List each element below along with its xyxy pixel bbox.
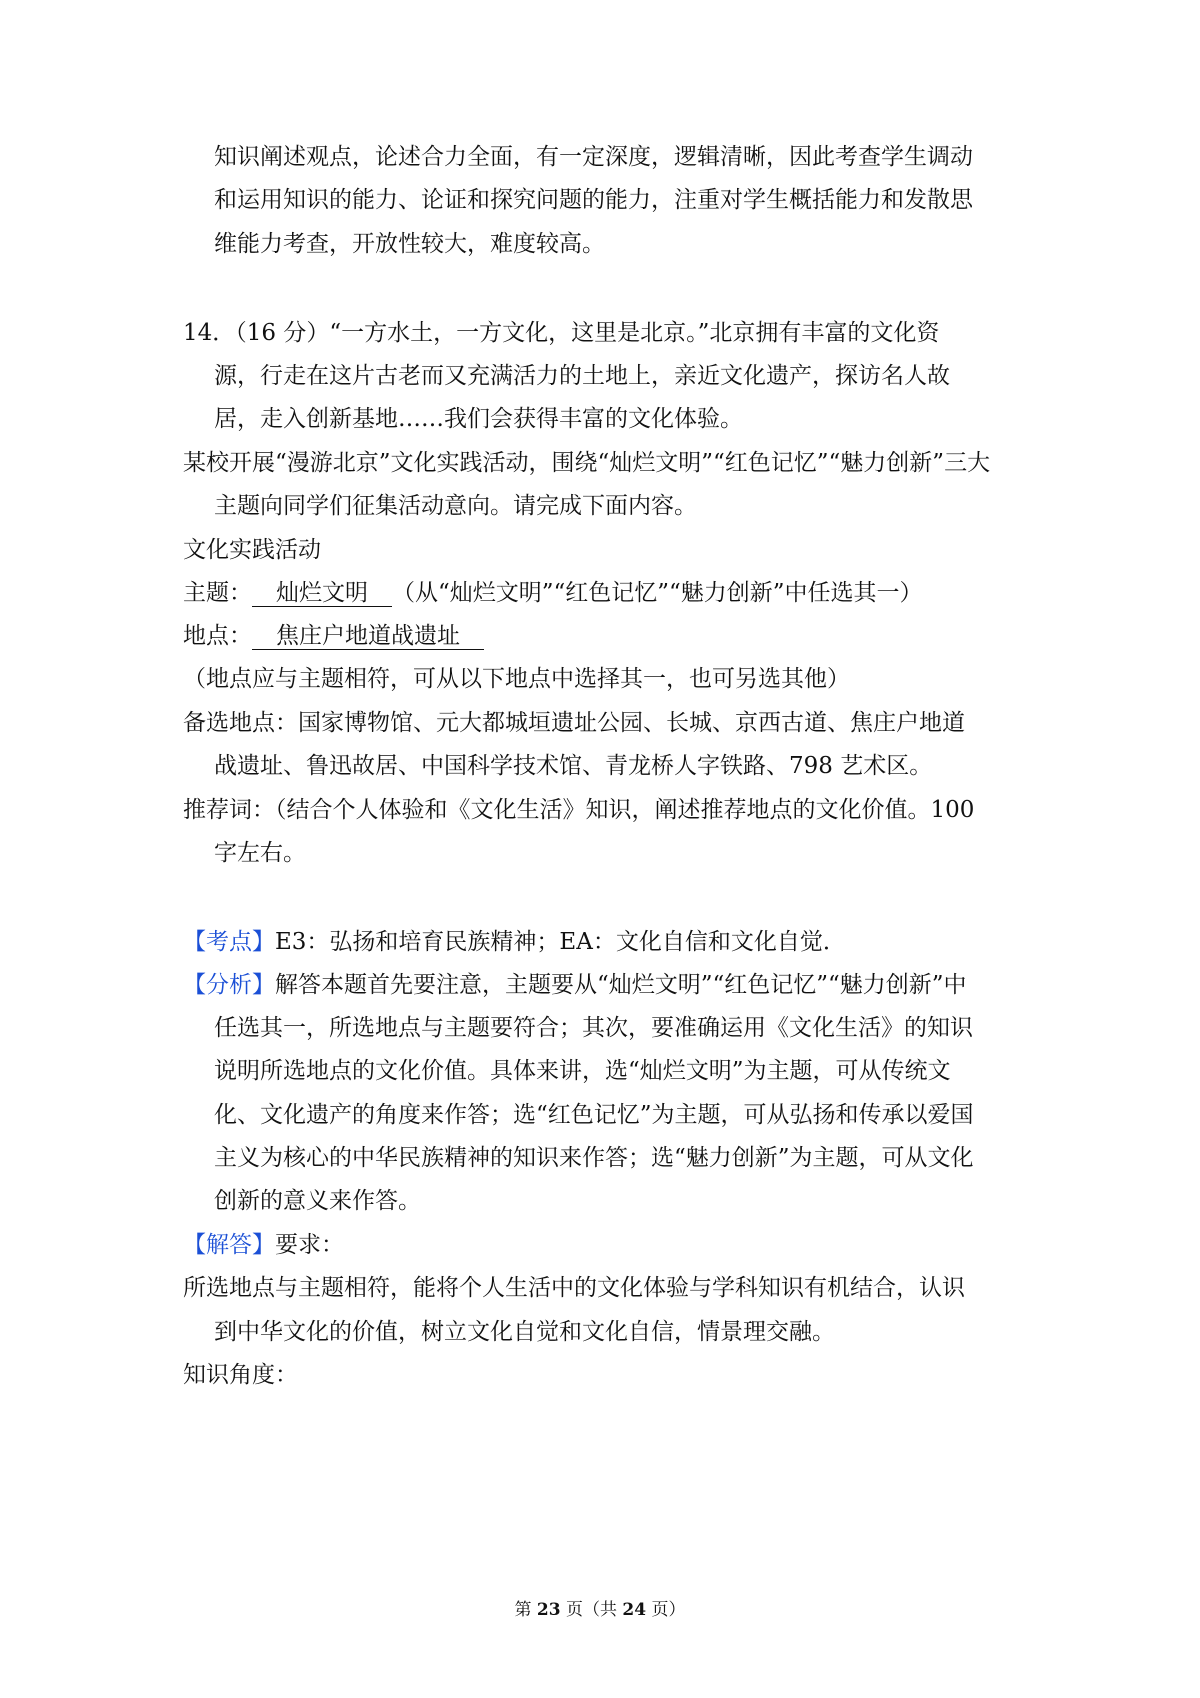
- place-note: （地点应与主题相符，可从以下地点中选择其一，也可另选其他）: [183, 666, 850, 692]
- jieda-tag: 【解答】: [183, 1232, 275, 1258]
- recommend-line-2: 字左右。: [214, 840, 306, 866]
- jieda-row: [183, 1230, 344, 1260]
- fenxi-tag: 【分析】: [183, 972, 275, 998]
- fenxi-line-4: 化、文化遗产的角度来作答；选“红色记忆”为主题，可从弘扬和传承以爱国: [214, 1102, 974, 1128]
- options-line-1: 备选地点：国家博物馆、元大都城垣遗址公园、长城、京西古道、焦庄户地道: [183, 710, 965, 736]
- fenxi-line-2: 任选其一，所选地点与主题要符合；其次，要准确运用《文化生活》的知识: [214, 1015, 973, 1041]
- theme-note: （从“灿烂文明”“红色记忆”“魅力创新”中任选其一）: [392, 580, 923, 606]
- fenxi-line-5: 主义为核心的中华民族精神的知识来作答；选“魅力创新”为主题，可从文化: [214, 1145, 974, 1171]
- fenxi-line-3: 说明所选地点的文化价值。具体来讲，选“灿烂文明”为主题，可从传统文: [214, 1058, 951, 1084]
- footer-total-pages: 24: [622, 1600, 647, 1620]
- question-line-1: 14．（16 分）“一方水土，一方文化，这里是北京。”北京拥有丰富的文化资: [183, 320, 940, 346]
- kaodian-text: E3：弘扬和培育民族精神；EA：文化自信和文化自觉．: [275, 929, 846, 955]
- fenxi-line-6: 创新的意义来作答。: [214, 1188, 421, 1214]
- intro-line-1: 知识阐述观点，论述合力全面，有一定深度，逻辑清晰，因此考查学生调动: [214, 144, 973, 170]
- place-value: 焦庄户地道战遗址: [252, 623, 484, 650]
- theme-row: [183, 578, 923, 608]
- place-row: [183, 621, 484, 651]
- intro-line-3: 维能力考查，开放性较大，难度较高。: [214, 231, 605, 257]
- recommend-line-1: 推荐词：（结合个人体验和《文化生活》知识，阐述推荐地点的文化价值。100: [183, 797, 975, 823]
- footer-middle: 页（共: [566, 1600, 617, 1620]
- fenxi-line-1: 解答本题首先要注意，主题要从“灿烂文明”“红色记忆”“魅力创新”中: [275, 972, 967, 998]
- requirement-line-1: 所选地点与主题相符，能将个人生活中的文化体验与学科知识有机结合，认识: [183, 1275, 965, 1301]
- theme-label: 主题：: [183, 580, 252, 606]
- question-line-5: 主题向同学们征集活动意向。请完成下面内容。: [214, 493, 697, 519]
- fenxi-row: [183, 970, 967, 1000]
- knowledge-label: 知识角度：: [183, 1362, 298, 1388]
- activity-title: 文化实践活动: [183, 537, 321, 563]
- place-label: 地点：: [183, 623, 252, 649]
- intro-line-2: 和运用知识的能力、论证和探究问题的能力，注重对学生概括能力和发散思: [214, 187, 973, 213]
- footer-page-number: 23: [536, 1600, 561, 1620]
- question-line-4: 某校开展“漫游北京”文化实践活动，围绕“灿烂文明”“红色记忆”“魅力创新”三大: [183, 450, 991, 476]
- kaodian-tag: 【考点】: [183, 929, 275, 955]
- question-line-2: 源，行走在这片古老而又充满活力的土地上，亲近文化遗产，探访名人故: [214, 363, 950, 389]
- jieda-text: 要求：: [275, 1232, 344, 1258]
- kaodian-row: [183, 927, 846, 957]
- options-line-2: 战遗址、鲁迅故居、中国科学技术馆、青龙桥人字铁路、798 艺术区。: [214, 753, 933, 779]
- question-line-3: 居，走入创新基地……我们会获得丰富的文化体验。: [214, 406, 743, 432]
- theme-value: 灿烂文明: [252, 580, 392, 607]
- footer-suffix: 页）: [651, 1600, 686, 1620]
- requirement-line-2: 到中华文化的价值，树立文化自觉和文化自信，情景理交融。: [214, 1319, 835, 1345]
- page-footer: [0, 1598, 1200, 1622]
- footer-prefix: 第: [514, 1600, 532, 1620]
